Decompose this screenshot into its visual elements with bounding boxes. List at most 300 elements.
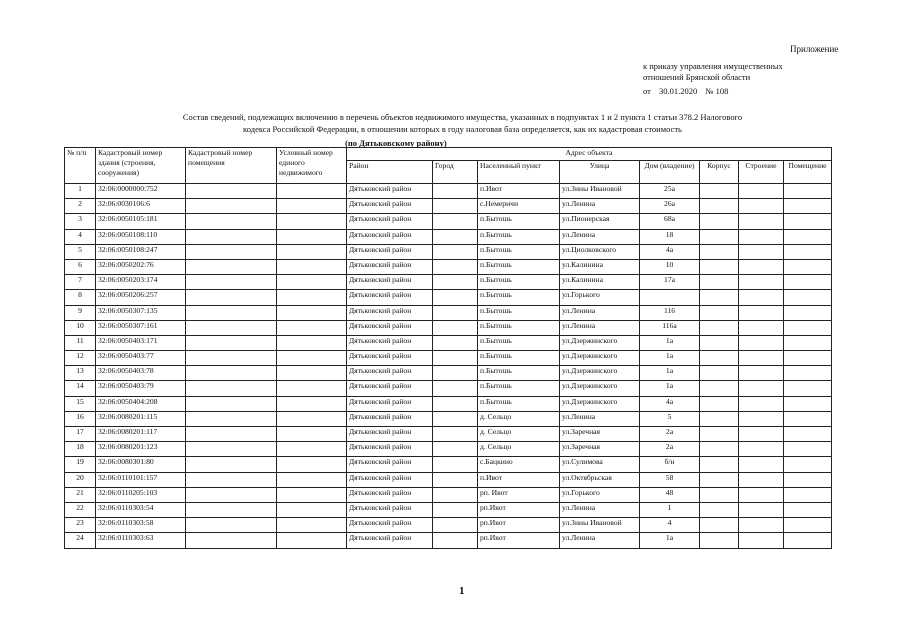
cad-number-cell: 32:06:0110303:58 [96, 518, 186, 533]
cond-number-cell [277, 457, 347, 472]
cond-number-cell [277, 275, 347, 290]
street-cell: ул.Дзержинского [560, 366, 640, 381]
settlement-cell: рп.Ивот [478, 533, 560, 548]
city-cell [433, 259, 478, 274]
cad-number-cell: 32:06:0110101:157 [96, 472, 186, 487]
row-number: 22 [65, 502, 96, 517]
col-header-district: Район [347, 161, 433, 184]
table-row [65, 290, 832, 305]
cad-number-cell: 32:06:0050403:171 [96, 335, 186, 350]
cad-room-cell [186, 259, 277, 274]
house-cell: 26а [640, 199, 700, 214]
house-cell: 1а [640, 366, 700, 381]
cad-number-cell: 32:06:0050403:78 [96, 366, 186, 381]
city-cell [433, 351, 478, 366]
cond-number-cell [277, 533, 347, 548]
order-line-1: к приказу управления имущественных [643, 61, 783, 71]
col-header-cad-building: Кадастровый номер здания (строения, сооружения) [96, 148, 186, 184]
building-cell [739, 457, 784, 472]
district-cell: Дятьковский район [347, 320, 433, 335]
cond-number-cell [277, 320, 347, 335]
house-cell: 5 [640, 411, 700, 426]
settlement-cell: п.Бытошь [478, 381, 560, 396]
city-cell [433, 335, 478, 350]
district-cell: Дятьковский район [347, 244, 433, 259]
city-cell [433, 214, 478, 229]
street-cell: ул.Калинина [560, 259, 640, 274]
street-cell: ул.Сулимова [560, 457, 640, 472]
settlement-cell: п.Бытошь [478, 229, 560, 244]
row-number: 19 [65, 457, 96, 472]
row-number: 23 [65, 518, 96, 533]
table-row [65, 442, 832, 457]
row-number: 9 [65, 305, 96, 320]
korpus-cell [700, 351, 739, 366]
cond-number-cell [277, 351, 347, 366]
property-table [64, 147, 832, 549]
house-cell: 1 [640, 502, 700, 517]
row-number: 8 [65, 290, 96, 305]
cad-room-cell [186, 502, 277, 517]
street-cell: ул.Зины Ивановой [560, 184, 640, 199]
settlement-cell: п.Бытошь [478, 275, 560, 290]
table-row [65, 305, 832, 320]
cad-number-cell: 32:06:0110303:63 [96, 533, 186, 548]
table-row [65, 184, 832, 199]
table-row [65, 366, 832, 381]
city-cell [433, 442, 478, 457]
settlement-cell: п.Бытошь [478, 244, 560, 259]
cad-room-cell [186, 487, 277, 502]
cad-number-cell: 32:06:0050206:257 [96, 290, 186, 305]
house-cell: 10 [640, 259, 700, 274]
room-cell [784, 214, 832, 229]
row-number: 17 [65, 427, 96, 442]
street-cell: ул.Дзержинского [560, 335, 640, 350]
house-cell: б/н [640, 457, 700, 472]
house-cell: 116а [640, 320, 700, 335]
street-cell: ул.Ленина [560, 502, 640, 517]
building-cell [739, 184, 784, 199]
cond-number-cell [277, 305, 347, 320]
room-cell [784, 518, 832, 533]
col-header-room: Помещение [784, 161, 832, 184]
settlement-cell: рп.Ивот [478, 518, 560, 533]
row-number: 6 [65, 259, 96, 274]
street-cell: ул.Октябрьская [560, 472, 640, 487]
col-header-street: Улица [560, 161, 640, 184]
table-row [65, 229, 832, 244]
street-cell: ул.Дзержинского [560, 381, 640, 396]
cad-number-cell: 32:06:0050105:181 [96, 214, 186, 229]
house-cell: 1а [640, 381, 700, 396]
building-cell [739, 366, 784, 381]
street-cell: ул.Ленина [560, 411, 640, 426]
room-cell [784, 320, 832, 335]
document-title [90, 111, 835, 135]
city-cell [433, 305, 478, 320]
district-cell: Дятьковский район [347, 290, 433, 305]
cad-number-cell: 32:06:0080201:115 [96, 411, 186, 426]
city-cell [433, 229, 478, 244]
district-cell: Дятьковский район [347, 487, 433, 502]
col-header-house: Дом (владение) [640, 161, 700, 184]
settlement-cell: п.Бытошь [478, 290, 560, 305]
korpus-cell [700, 214, 739, 229]
cond-number-cell [277, 366, 347, 381]
col-header-korpus: Корпус [700, 161, 739, 184]
order-reference [643, 61, 783, 97]
house-cell: 58 [640, 472, 700, 487]
city-cell [433, 381, 478, 396]
table-row [65, 335, 832, 350]
cad-room-cell [186, 427, 277, 442]
cond-number-cell [277, 244, 347, 259]
city-cell [433, 502, 478, 517]
city-cell [433, 366, 478, 381]
building-cell [739, 214, 784, 229]
room-cell [784, 457, 832, 472]
room-cell [784, 275, 832, 290]
col-header-settlement: Населенный пункт [478, 161, 560, 184]
cond-number-cell [277, 214, 347, 229]
district-cell: Дятьковский район [347, 533, 433, 548]
cond-number-cell [277, 259, 347, 274]
city-cell [433, 244, 478, 259]
district-cell: Дятьковский район [347, 502, 433, 517]
district-cell: Дятьковский район [347, 184, 433, 199]
city-cell [433, 472, 478, 487]
cad-number-cell: 32:06:0080201:117 [96, 427, 186, 442]
order-date-line [643, 86, 783, 97]
building-cell [739, 381, 784, 396]
street-cell: ул.Дзержинского [560, 351, 640, 366]
cond-number-cell [277, 199, 347, 214]
settlement-cell: п.Бытошь [478, 320, 560, 335]
table-row [65, 214, 832, 229]
district-cell: Дятьковский район [347, 427, 433, 442]
cad-number-cell: 32:06:0050108:247 [96, 244, 186, 259]
row-number: 12 [65, 351, 96, 366]
cad-room-cell [186, 442, 277, 457]
col-header-cad-room: Кадастровый номер помещения [186, 148, 277, 184]
room-cell [784, 305, 832, 320]
table-row [65, 472, 832, 487]
table-row [65, 518, 832, 533]
korpus-cell [700, 411, 739, 426]
cad-room-cell [186, 351, 277, 366]
cad-number-cell: 32:06:0080301:80 [96, 457, 186, 472]
cad-room-cell [186, 381, 277, 396]
house-cell: 1а [640, 351, 700, 366]
settlement-cell: п.Ивот [478, 472, 560, 487]
settlement-cell: п.Бытошь [478, 351, 560, 366]
korpus-cell [700, 533, 739, 548]
city-cell [433, 411, 478, 426]
street-cell: ул.Горького [560, 487, 640, 502]
district-cell: Дятьковский район [347, 199, 433, 214]
city-cell [433, 533, 478, 548]
settlement-cell: п.Бытошь [478, 305, 560, 320]
table-row [65, 427, 832, 442]
city-cell [433, 290, 478, 305]
house-cell: 1а [640, 335, 700, 350]
row-number: 20 [65, 472, 96, 487]
cad-number-cell: 32:06:0110303:54 [96, 502, 186, 517]
cond-number-cell [277, 229, 347, 244]
korpus-cell [700, 335, 739, 350]
building-cell [739, 229, 784, 244]
district-cell: Дятьковский район [347, 275, 433, 290]
table-body [65, 184, 832, 549]
district-cell: Дятьковский район [347, 305, 433, 320]
table-row [65, 275, 832, 290]
cond-number-cell [277, 502, 347, 517]
cad-number-cell: 32:06:0050403:77 [96, 351, 186, 366]
row-number: 7 [65, 275, 96, 290]
settlement-cell: рп. Ивот [478, 487, 560, 502]
cad-room-cell [186, 472, 277, 487]
settlement-cell: п.Бытошь [478, 259, 560, 274]
cond-number-cell [277, 184, 347, 199]
row-number: 13 [65, 366, 96, 381]
house-cell: 1а [640, 533, 700, 548]
korpus-cell [700, 229, 739, 244]
building-cell [739, 351, 784, 366]
cad-number-cell: 32:06:0050108:110 [96, 229, 186, 244]
order-from: от [643, 86, 651, 96]
cad-room-cell [186, 229, 277, 244]
title-line-1: Состав сведений, подлежащих включению в перечень объектов недвижимого имущества, указанных в подпунктах 1 и 2 пункта 1 статьи 378.2 Налогового [182, 112, 743, 122]
cad-room-cell [186, 244, 277, 259]
order-date: 30.01.2020 [658, 86, 698, 96]
building-cell [739, 533, 784, 548]
cad-room-cell [186, 518, 277, 533]
row-number: 3 [65, 214, 96, 229]
room-cell [784, 381, 832, 396]
settlement-cell: п.Бытошь [478, 335, 560, 350]
annex-label: Приложение [790, 44, 839, 54]
row-number: 18 [65, 442, 96, 457]
building-cell [739, 335, 784, 350]
cad-number-cell: 32:06:0030106:6 [96, 199, 186, 214]
building-cell [739, 305, 784, 320]
settlement-cell: п.Бытошь [478, 396, 560, 411]
cad-room-cell [186, 411, 277, 426]
cad-number-cell: 32:06:0050202:76 [96, 259, 186, 274]
settlement-cell: п.Бытошь [478, 366, 560, 381]
col-header-building: Строение [739, 161, 784, 184]
house-cell: 2а [640, 427, 700, 442]
building-cell [739, 290, 784, 305]
building-cell [739, 472, 784, 487]
settlement-cell: п.Бытошь [478, 214, 560, 229]
district-cell: Дятьковский район [347, 351, 433, 366]
korpus-cell [700, 427, 739, 442]
city-cell [433, 199, 478, 214]
row-number: 1 [65, 184, 96, 199]
building-cell [739, 320, 784, 335]
korpus-cell [700, 442, 739, 457]
building-cell [739, 199, 784, 214]
korpus-cell [700, 366, 739, 381]
city-cell [433, 518, 478, 533]
cad-number-cell: 32:06:0050203:174 [96, 275, 186, 290]
row-number: 24 [65, 533, 96, 548]
city-cell [433, 275, 478, 290]
city-cell [433, 487, 478, 502]
room-cell [784, 442, 832, 457]
district-cell: Дятьковский район [347, 472, 433, 487]
cad-room-cell [186, 214, 277, 229]
table-row [65, 411, 832, 426]
row-number: 4 [65, 229, 96, 244]
district-cell: Дятьковский район [347, 335, 433, 350]
row-number: 21 [65, 487, 96, 502]
cad-room-cell [186, 396, 277, 411]
street-cell: ул.Ленина [560, 199, 640, 214]
building-cell [739, 442, 784, 457]
table-row [65, 199, 832, 214]
room-cell [784, 533, 832, 548]
row-number: 2 [65, 199, 96, 214]
row-number: 5 [65, 244, 96, 259]
street-cell: ул.Пионерская [560, 214, 640, 229]
cond-number-cell [277, 472, 347, 487]
title-line-2: кодекса Российской Федерации, в отношении которых в году налоговая база определяется, как их кадастровая стоимость [243, 124, 682, 134]
col-header-num: № п/п [65, 148, 96, 184]
cad-number-cell: 32:06:0050404:208 [96, 396, 186, 411]
cond-number-cell [277, 518, 347, 533]
building-cell [739, 411, 784, 426]
street-cell: ул.Калинина [560, 275, 640, 290]
row-number: 10 [65, 320, 96, 335]
house-cell: 4 [640, 518, 700, 533]
room-cell [784, 199, 832, 214]
street-cell: ул.Дзержинского [560, 396, 640, 411]
house-cell: 68а [640, 214, 700, 229]
settlement-cell: с.Бацкино [478, 457, 560, 472]
street-cell: ул.Ленина [560, 320, 640, 335]
city-cell [433, 320, 478, 335]
cad-room-cell [186, 533, 277, 548]
row-number: 11 [65, 335, 96, 350]
room-cell [784, 290, 832, 305]
korpus-cell [700, 457, 739, 472]
house-cell: 4а [640, 396, 700, 411]
street-cell: ул.Зины Ивановой [560, 518, 640, 533]
table-row [65, 320, 832, 335]
district-cell: Дятьковский район [347, 396, 433, 411]
table-row [65, 259, 832, 274]
building-cell [739, 487, 784, 502]
korpus-cell [700, 259, 739, 274]
room-cell [784, 244, 832, 259]
cond-number-cell [277, 487, 347, 502]
row-number: 16 [65, 411, 96, 426]
row-number: 14 [65, 381, 96, 396]
col-header-city: Город [433, 161, 478, 184]
building-cell [739, 427, 784, 442]
house-cell: 48 [640, 487, 700, 502]
room-cell [784, 502, 832, 517]
cad-number-cell: 32:06:0000000:752 [96, 184, 186, 199]
room-cell [784, 396, 832, 411]
house-cell [640, 290, 700, 305]
street-cell: ул.Горького [560, 290, 640, 305]
building-cell [739, 502, 784, 517]
col-header-address: Адрес объекта [347, 148, 832, 161]
room-cell [784, 351, 832, 366]
street-cell: ул.Ленина [560, 305, 640, 320]
building-cell [739, 244, 784, 259]
district-cell: Дятьковский район [347, 259, 433, 274]
district-cell: Дятьковский район [347, 214, 433, 229]
street-cell: ул.Циолковского [560, 244, 640, 259]
korpus-cell [700, 518, 739, 533]
table-row [65, 381, 832, 396]
korpus-cell [700, 305, 739, 320]
district-cell: Дятьковский район [347, 457, 433, 472]
city-cell [433, 427, 478, 442]
cad-number-cell: 32:06:0110205:103 [96, 487, 186, 502]
cad-number-cell: 32:06:0050403:79 [96, 381, 186, 396]
district-cell: Дятьковский район [347, 366, 433, 381]
house-cell: 4а [640, 244, 700, 259]
order-number: № 108 [705, 86, 729, 96]
cad-room-cell [186, 290, 277, 305]
cad-room-cell [186, 199, 277, 214]
korpus-cell [700, 502, 739, 517]
room-cell [784, 335, 832, 350]
building-cell [739, 518, 784, 533]
room-cell [784, 184, 832, 199]
building-cell [739, 275, 784, 290]
cad-room-cell [186, 335, 277, 350]
settlement-cell: рп.Ивот [478, 502, 560, 517]
city-cell [433, 457, 478, 472]
cad-room-cell [186, 305, 277, 320]
building-cell [739, 259, 784, 274]
table-row [65, 533, 832, 548]
district-cell: Дятьковский район [347, 229, 433, 244]
cad-room-cell [186, 275, 277, 290]
cond-number-cell [277, 427, 347, 442]
document-subtitle: (по Дятьковскому району) [345, 138, 447, 148]
cond-number-cell [277, 335, 347, 350]
korpus-cell [700, 290, 739, 305]
cond-number-cell [277, 442, 347, 457]
korpus-cell [700, 184, 739, 199]
korpus-cell [700, 199, 739, 214]
district-cell: Дятьковский район [347, 411, 433, 426]
table-row [65, 351, 832, 366]
room-cell [784, 259, 832, 274]
cad-room-cell [186, 320, 277, 335]
cond-number-cell [277, 411, 347, 426]
table-row [65, 487, 832, 502]
row-number: 15 [65, 396, 96, 411]
building-cell [739, 396, 784, 411]
settlement-cell: д. Сельцо [478, 411, 560, 426]
room-cell [784, 229, 832, 244]
room-cell [784, 366, 832, 381]
street-cell: ул.Ленина [560, 533, 640, 548]
cad-number-cell: 32:06:0050307:135 [96, 305, 186, 320]
room-cell [784, 487, 832, 502]
house-cell: 25а [640, 184, 700, 199]
page-number: 1 [459, 585, 465, 597]
